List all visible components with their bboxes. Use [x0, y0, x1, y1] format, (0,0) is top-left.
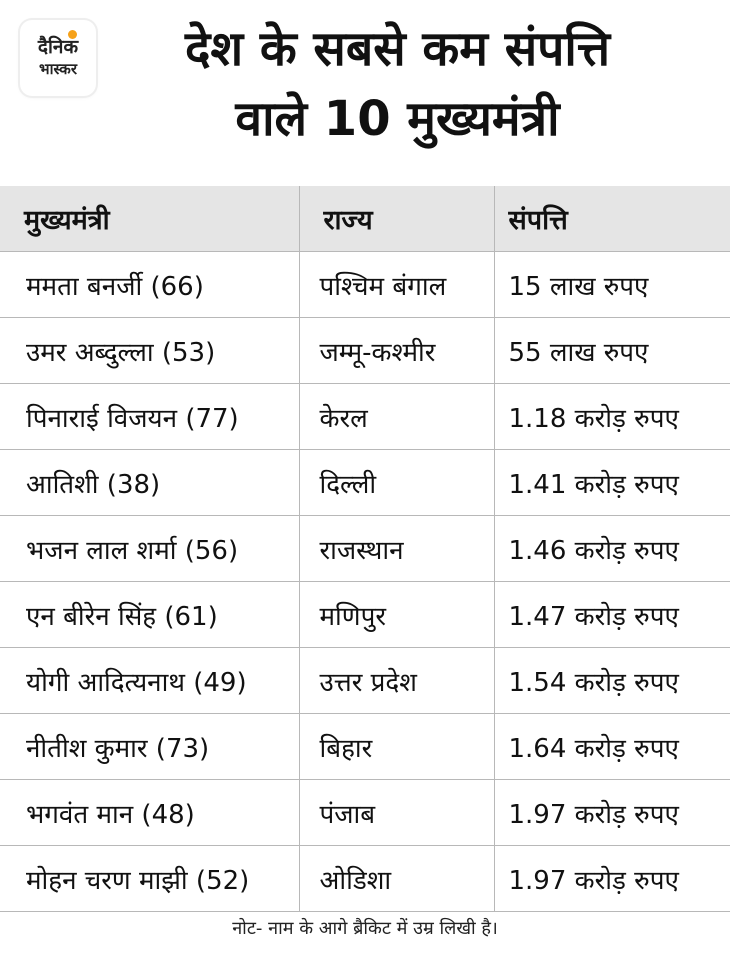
table-row	[0, 648, 730, 714]
cm-state: उत्तर प्रदेश	[299, 648, 494, 714]
cm-name: योगी आदित्यनाथ (49)	[0, 648, 299, 714]
cm-assets: 1.47 करोड़ रुपए	[494, 582, 730, 648]
title-line-2: वाले 10 मुख्यमंत्री	[235, 91, 560, 147]
cm-name: आतिशी (38)	[0, 450, 299, 516]
cm-assets: 1.97 करोड़ रुपए	[494, 780, 730, 846]
cm-assets: 1.46 करोड़ रुपए	[494, 516, 730, 582]
table-row	[0, 846, 730, 912]
table-row	[0, 318, 730, 384]
cm-name: नीतीश कुमार (73)	[0, 714, 299, 780]
cm-state: केरल	[299, 384, 494, 450]
cm-assets: 55 लाख रुपए	[494, 318, 730, 384]
page-title	[95, 14, 700, 154]
cm-state: ओडिशा	[299, 846, 494, 912]
header-assets: संपत्ति	[494, 186, 730, 252]
cm-name: पिनाराई विजयन (77)	[0, 384, 299, 450]
cm-state: पंजाब	[299, 780, 494, 846]
table-row	[0, 780, 730, 846]
cm-name: भगवंत मान (48)	[0, 780, 299, 846]
cm-state: जम्मू-कश्मीर	[299, 318, 494, 384]
header-chief-minister: मुख्यमंत्री	[0, 186, 299, 252]
cm-name: मोहन चरण माझी (52)	[0, 846, 299, 912]
cm-state: दिल्ली	[299, 450, 494, 516]
cm-assets: 1.97 करोड़ रुपए	[494, 846, 730, 912]
cm-assets: 1.41 करोड़ रुपए	[494, 450, 730, 516]
table-row	[0, 516, 730, 582]
cm-name: ममता बनर्जी (66)	[0, 252, 299, 318]
table-row	[0, 252, 730, 318]
cm-state: बिहार	[299, 714, 494, 780]
logo-line-1: दैनिक	[37, 36, 79, 58]
table-row	[0, 384, 730, 450]
header	[0, 0, 730, 186]
cm-name: भजन लाल शर्मा (56)	[0, 516, 299, 582]
table-row	[0, 714, 730, 780]
cm-name: उमर अब्दुल्ला (53)	[0, 318, 299, 384]
cm-assets: 1.54 करोड़ रुपए	[494, 648, 730, 714]
cm-assets: 1.18 करोड़ रुपए	[494, 384, 730, 450]
title-line-1: देश के सबसे कम संपत्ति	[184, 21, 611, 77]
cm-assets: 15 लाख रुपए	[494, 252, 730, 318]
table-header-row	[0, 186, 730, 252]
cm-state: मणिपुर	[299, 582, 494, 648]
cm-state: पश्चिम बंगाल	[299, 252, 494, 318]
cm-state: राजस्थान	[299, 516, 494, 582]
table-row	[0, 582, 730, 648]
cm-name: एन बीरेन सिंह (61)	[0, 582, 299, 648]
logo-line-2: भास्कर	[39, 60, 77, 78]
header-state: राज्य	[299, 186, 494, 252]
chief-ministers-table	[0, 186, 730, 912]
cm-assets: 1.64 करोड़ रुपए	[494, 714, 730, 780]
table-row	[0, 450, 730, 516]
dainik-bhaskar-logo	[20, 20, 96, 96]
footnote: नोट- नाम के आगे ब्रैकिट में उम्र लिखी है।	[232, 918, 498, 939]
